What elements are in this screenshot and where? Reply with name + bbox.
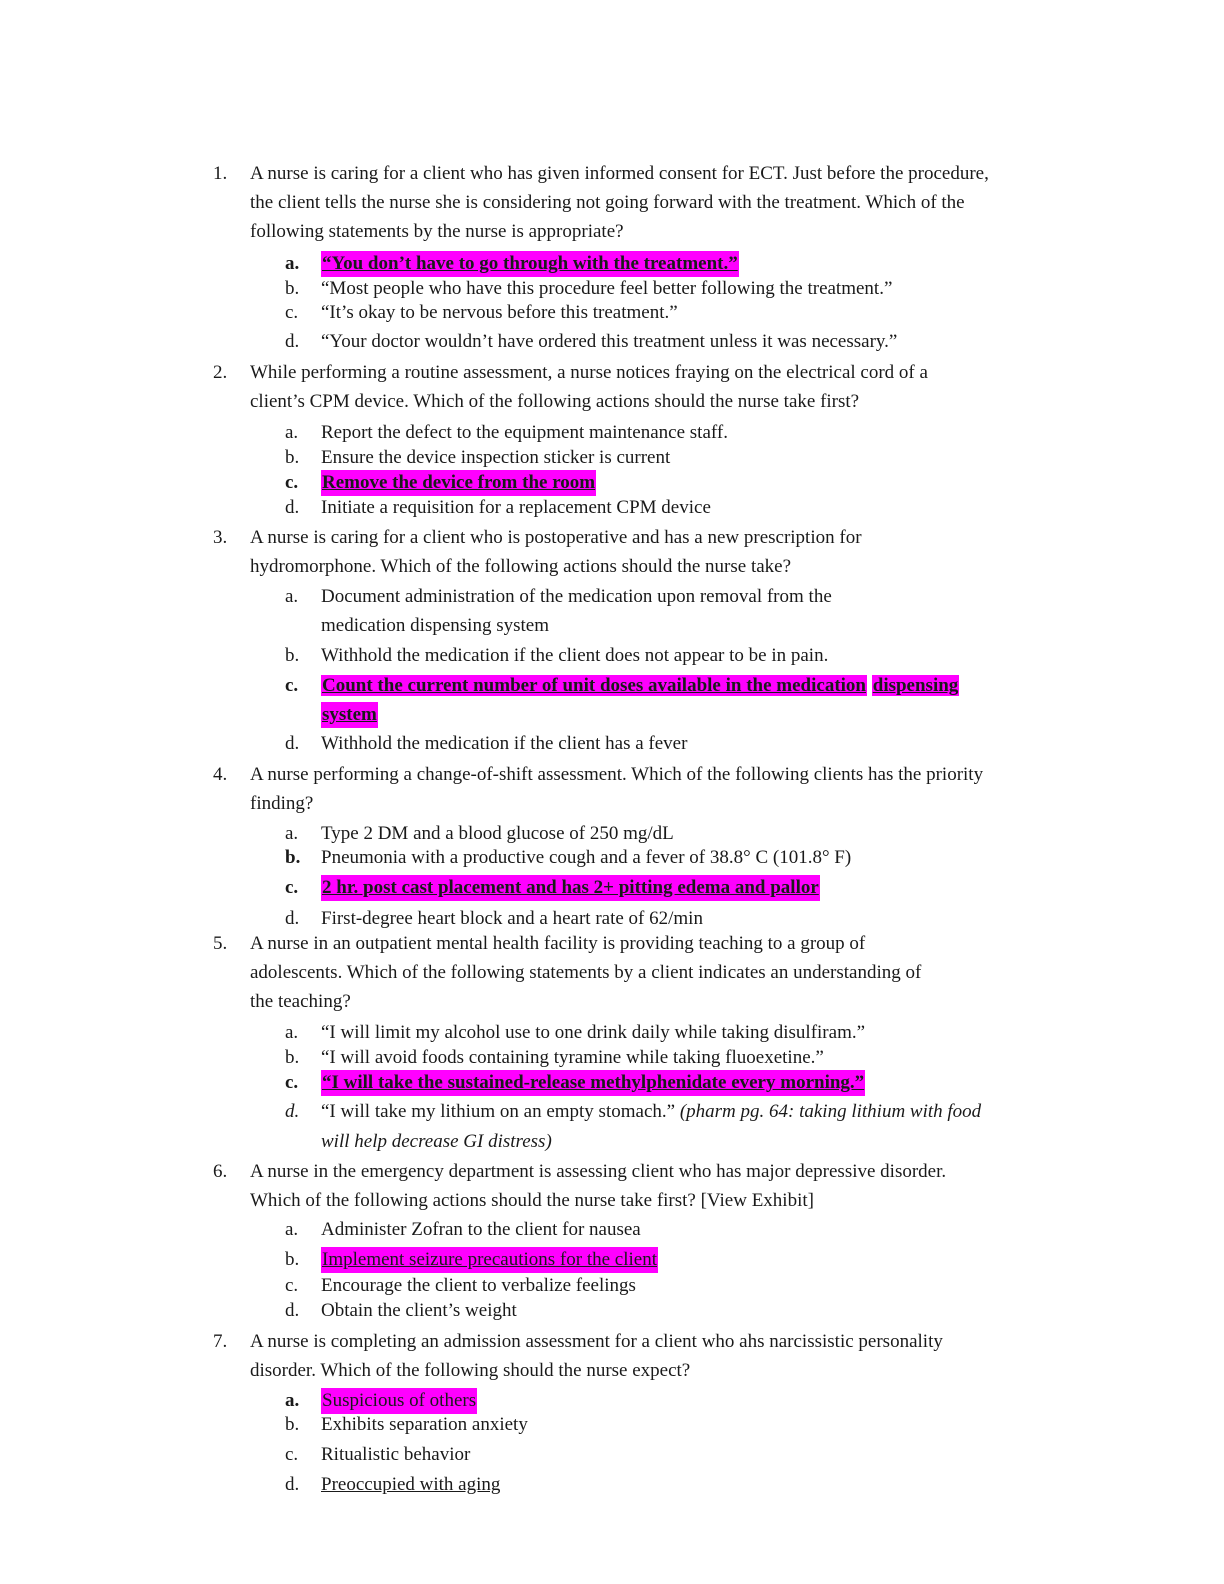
option-text: Exhibits separation anxiety — [321, 1414, 528, 1435]
option-text: Pneumonia with a productive cough and a fever of 38.8° C (101.8° F) — [321, 847, 852, 868]
option-letter: c. — [285, 877, 299, 898]
option-letter: d. — [285, 733, 300, 754]
correct-answer-text: 2 hr. post cast placement and has 2+ pitting edema and pallor — [321, 875, 820, 901]
question-number: 2. — [213, 362, 228, 383]
question-number: 4. — [213, 764, 228, 785]
option-letter: a. — [285, 253, 300, 274]
question-number: 5. — [213, 933, 228, 954]
question-text: hydromorphone. Which of the following actions should the nurse take? — [250, 556, 792, 577]
option-text: medication dispensing system — [321, 615, 549, 636]
option-letter: c. — [285, 1275, 299, 1296]
option-text: Preoccupied with aging — [321, 1474, 501, 1495]
question-text: adolescents. Which of the following statements by a client indicates an understanding of — [250, 962, 922, 983]
question-text: Which of the following actions should the nurse take first? [View Exhibit] — [250, 1190, 814, 1211]
question-text: the client tells the nurse she is considering not going forward with the treatment. Which of the — [250, 192, 965, 213]
correct-answer-text: system — [321, 702, 378, 728]
option-letter: d. — [285, 497, 300, 518]
option-letter: c. — [285, 472, 299, 493]
question-text: the teaching? — [250, 991, 351, 1012]
question-number: 1. — [213, 163, 228, 184]
option-text: “I will take my lithium on an empty stomach.” — [321, 1101, 676, 1122]
question-number: 7. — [213, 1331, 228, 1352]
option-letter: c. — [285, 302, 299, 323]
option-text: Encourage the client to verbalize feelings — [321, 1275, 636, 1296]
question-text: A nurse performing a change-of-shift assessment. Which of the following clients has the priority — [250, 764, 984, 785]
option-letter: a. — [285, 1390, 300, 1411]
option-text: “I will limit my alcohol use to one drink daily while taking disulfiram.” — [321, 1022, 866, 1043]
question-text: While performing a routine assessment, a nurse notices fraying on the electrical cord of a — [250, 362, 928, 383]
option-letter: b. — [285, 847, 301, 868]
study-note: will help decrease GI distress) — [321, 1131, 552, 1152]
option-letter: b. — [285, 278, 300, 299]
correct-answer-text: “I will take the sustained-release methylphenidate every morning.” — [321, 1070, 865, 1096]
option-text: Ritualistic behavior — [321, 1444, 471, 1465]
option-letter: a. — [285, 1022, 299, 1043]
option-text: Ensure the device inspection sticker is current — [321, 447, 671, 468]
option-text: Initiate a requisition for a replacement CPM device — [321, 497, 711, 518]
correct-answer-text: Count the current number of unit doses available in the medication — [322, 675, 866, 696]
question-text: A nurse is completing an admission assessment for a client who ahs narcissistic personality — [250, 1331, 943, 1352]
option-letter: c. — [285, 1444, 299, 1465]
question-text: finding? — [250, 793, 314, 814]
option-letter: b. — [285, 645, 300, 666]
option-letter: a. — [285, 422, 299, 443]
question-text: A nurse is caring for a client who is postoperative and has a new prescription for — [250, 527, 862, 548]
option-text: Obtain the client’s weight — [321, 1300, 517, 1321]
option-text: “Most people who have this procedure feel better following the treatment.” — [321, 278, 893, 299]
option-letter: d. — [285, 1474, 300, 1495]
option-text: “It’s okay to be nervous before this treatment.” — [321, 302, 678, 323]
question-text: A nurse in an outpatient mental health facility is providing teaching to a group of — [250, 933, 866, 954]
option-letter: d. — [285, 1101, 300, 1122]
option-letter: d. — [285, 331, 300, 352]
option-letter: b. — [285, 1249, 300, 1270]
option-letter: c. — [285, 1072, 299, 1093]
correct-answer-text: Remove the device from the room — [321, 470, 596, 496]
option-letter: d. — [285, 908, 300, 929]
option-text: “Your doctor wouldn’t have ordered this treatment unless it was necessary.” — [321, 331, 898, 352]
correct-answer-text: Suspicious of others — [321, 1388, 477, 1414]
question-number: 6. — [213, 1161, 228, 1182]
option-text: Document administration of the medication upon removal from the — [321, 586, 832, 607]
option-letter: b. — [285, 1414, 300, 1435]
question-number: 3. — [213, 527, 228, 548]
question-text: A nurse in the emergency department is assessing client who has major depressive disorder. — [250, 1161, 947, 1182]
correct-answer-text: dispensing — [872, 675, 959, 696]
option-text: “I will avoid foods containing tyramine while taking fluoexetine.” — [321, 1047, 824, 1068]
study-note: (pharm pg. 64: taking lithium with food — [679, 1101, 982, 1122]
option-letter: d. — [285, 1300, 300, 1321]
question-text: A nurse is caring for a client who has given informed consent for ECT. Just before the procedure, — [250, 163, 989, 184]
correct-answer-text: Implement seizure precautions for the client — [321, 1247, 658, 1273]
question-text: client’s CPM device. Which of the following actions should the nurse take first? — [250, 391, 860, 412]
option-letter: c. — [285, 675, 299, 696]
option-letter: b. — [285, 1047, 300, 1068]
option-text: Administer Zofran to the client for nausea — [321, 1219, 641, 1240]
option-text: Withhold the medication if the client has a fever — [321, 733, 688, 754]
question-text: disorder. Which of the following should the nurse expect? — [250, 1360, 691, 1381]
option-text: Withhold the medication if the client does not appear to be in pain. — [321, 645, 829, 666]
option-text: Type 2 DM and a blood glucose of 250 mg/dL — [321, 823, 674, 844]
correct-answer-text-wrap — [321, 673, 959, 699]
option-letter: a. — [285, 1219, 299, 1240]
option-text: Report the defect to the equipment maintenance staff. — [321, 422, 728, 443]
option-letter: a. — [285, 823, 299, 844]
option-letter: b. — [285, 447, 300, 468]
option-text: First-degree heart block and a heart rate of 62/min — [321, 908, 703, 929]
option-letter: a. — [285, 586, 299, 607]
correct-answer-text: “You don’t have to go through with the treatment.” — [321, 251, 739, 277]
question-text: following statements by the nurse is appropriate? — [250, 221, 624, 242]
